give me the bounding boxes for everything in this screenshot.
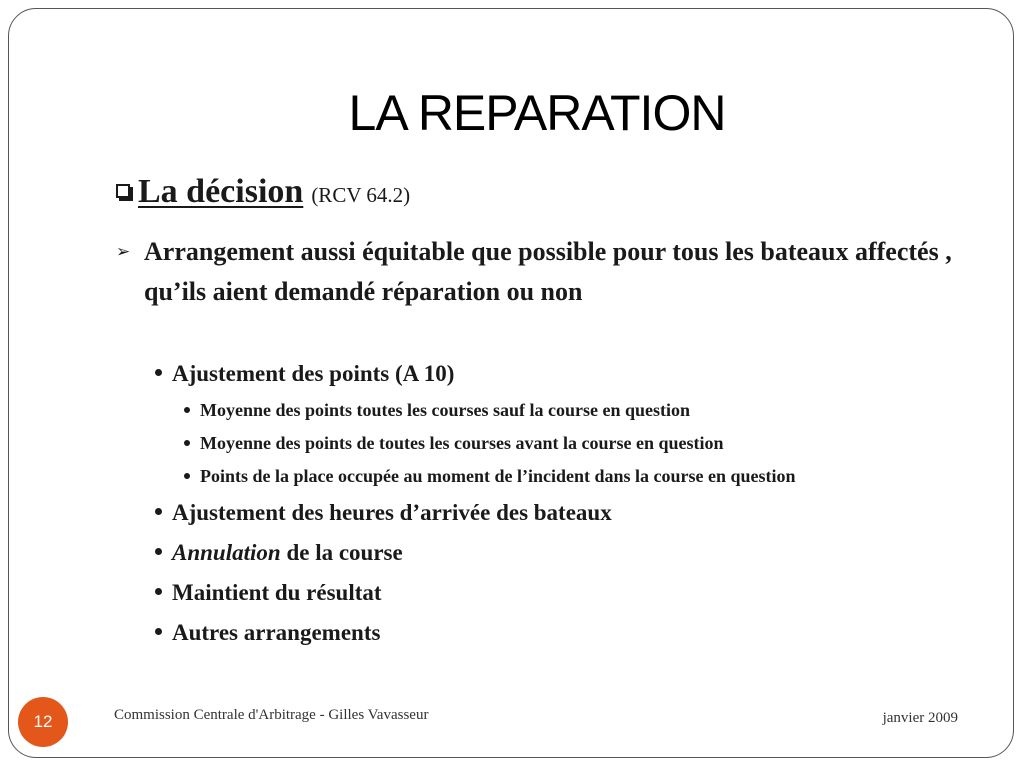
arrow-right-icon: ➢ [116, 242, 131, 262]
slide-title: LA REPARATION [348, 85, 726, 141]
list-item-label: Maintient du résultat [172, 580, 382, 605]
list-item-annulation [155, 540, 403, 566]
bullet-dot-icon [155, 508, 162, 515]
bullet-dot-icon [155, 588, 162, 595]
main-point-text: Arrangement aussi équitable que possible pour tous les bateaux affectés , qu’ils aient demandé réparation ou non [144, 237, 952, 306]
bullet-dot-icon [155, 369, 162, 376]
list-item-label: Moyenne des points toutes les courses sauf la course en question [200, 400, 691, 420]
list-item-label: Autres arrangements [172, 620, 381, 645]
list-item-label: Points de la place occupée au moment de l’incident dans la course en question [200, 466, 796, 486]
list-item-other-arrangements [155, 620, 380, 646]
heading-text: La décision [138, 173, 304, 210]
list-item-arrival-times [155, 500, 612, 526]
list-item-detail-1 [184, 400, 690, 421]
list-item-label: Moyenne des points de toutes les courses avant la course en question [200, 433, 724, 453]
bullet-dot-icon [184, 407, 190, 413]
heading-reference: (RCV 64.2) [311, 183, 411, 207]
section-heading [116, 173, 410, 211]
list-item-detail-3 [184, 466, 796, 487]
footer-date: janvier 2009 [882, 710, 958, 726]
footer-author: Commission Centrale d'Arbitrage - Gilles Vavasseur [114, 707, 429, 723]
annulation-rest: de la course [280, 540, 403, 565]
list-item-label: Ajustement des points (A 10) [172, 361, 455, 386]
checkbox-icon [116, 184, 130, 198]
bullet-dot-icon [155, 548, 162, 555]
bullet-dot-icon [155, 628, 162, 635]
main-point [116, 232, 956, 312]
list-item-detail-2 [184, 433, 724, 454]
annulation-emphasis: Annulation [172, 540, 281, 565]
list-item-maintain-result [155, 580, 382, 606]
page-number-badge: 12 [18, 697, 68, 747]
list-item-points-adjustment [155, 361, 454, 387]
bullet-dot-icon [184, 440, 190, 446]
list-item-label: Ajustement des heures d’arrivée des bateaux [172, 500, 612, 525]
bullet-dot-icon [184, 473, 190, 479]
